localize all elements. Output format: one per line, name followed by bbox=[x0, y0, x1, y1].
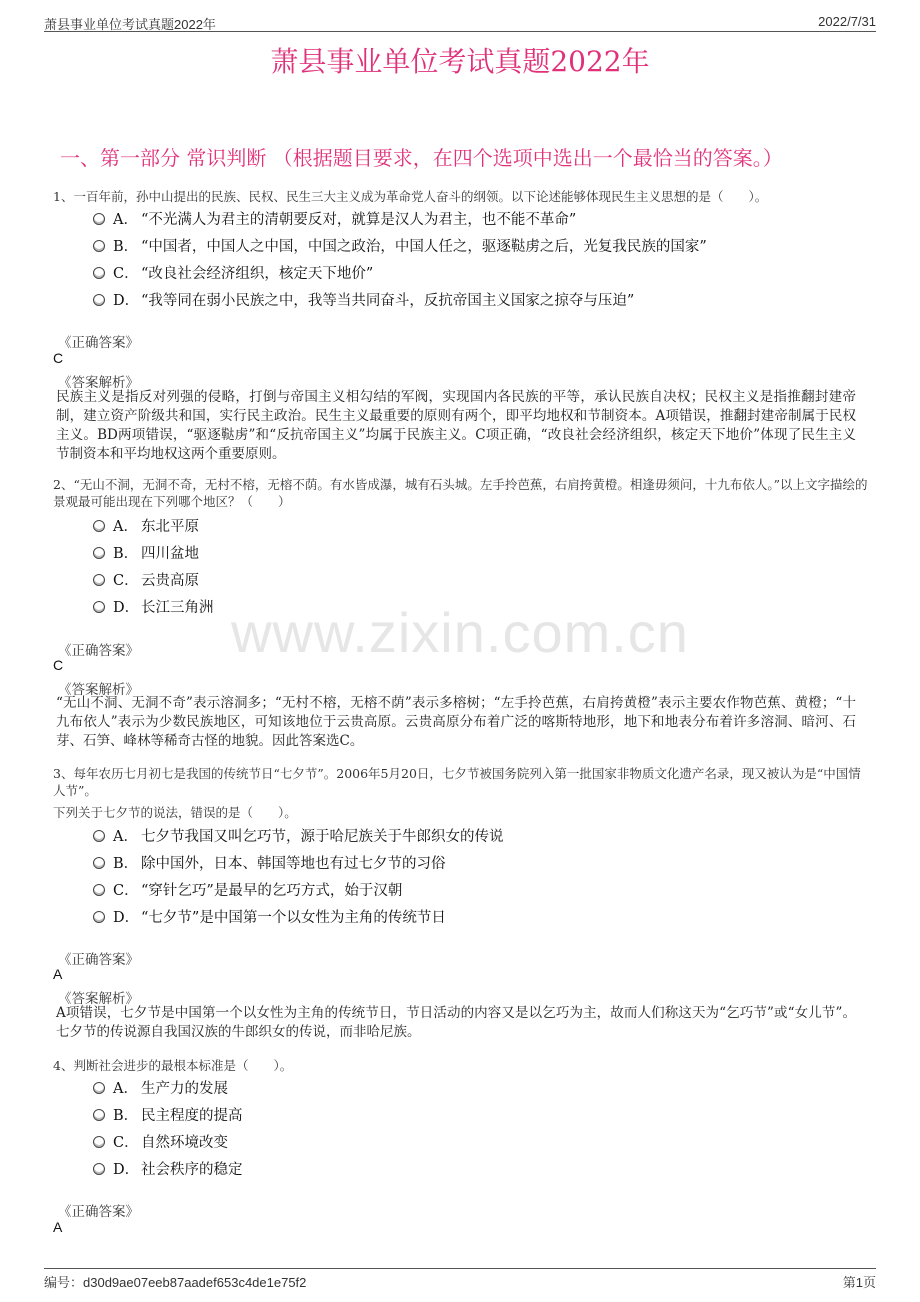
page-title: 萧县事业单位考试真题2022年 bbox=[270, 45, 650, 78]
answer-label: 《正确答案》 bbox=[58, 952, 139, 968]
question-2-option-b[interactable]: B． 四川盆地 bbox=[93, 542, 199, 563]
header-date: 2022/7/31 bbox=[818, 14, 876, 29]
radio-icon[interactable] bbox=[93, 240, 105, 252]
question-1-option-d[interactable]: D． “我等同在弱小民族之中，我等当共同奋斗，反抗帝国主义国家之掠夺与压迫” bbox=[93, 289, 634, 310]
question-1-answer: C bbox=[53, 350, 64, 366]
analysis-label: 《答案解析》 bbox=[58, 682, 139, 698]
question-1-option-a[interactable]: A． “不光满人为君主的清朝要反对，就算是汉人为君主，也不能不革命” bbox=[93, 208, 576, 229]
question-3-answer: A bbox=[53, 966, 63, 982]
question-4-stem: 4、判断社会进步的最根本标准是（ ）。 bbox=[53, 1058, 293, 1073]
question-3-option-c[interactable]: C． “穿针乞巧”是最早的乞巧方式，始于汉朝 bbox=[93, 879, 402, 900]
question-1-analysis: 民族主义是指反对列强的侵略，打倒与帝国主义相勾结的军阀，实现国内各民族的平等，承认民族自决权；民权主义是指推翻封建帝制，建立资产阶级共和国，实行民主政治。民生主义最重要的原则有两个，即平均地权和节制资本。A项错误，推翻封建帝制属于民权主义。BD两项错误，“驱逐鞑虏”和“反抗帝国主义”均属于民族主义。C项正确，“改良社会经济组织，核定天下地价”体现了民生主义节制资本和平均地权这两个重要原则。 bbox=[56, 389, 856, 462]
question-4-answer: A bbox=[53, 1219, 63, 1235]
question-3-option-b[interactable]: B． 除中国外，日本、韩国等地也有过七夕节的习俗 bbox=[93, 852, 446, 873]
radio-icon[interactable] bbox=[93, 1136, 105, 1148]
question-2-option-d[interactable]: D． 长江三角洲 bbox=[93, 596, 214, 617]
question-1-option-c[interactable]: C． “改良社会经济组织，核定天下地价” bbox=[93, 262, 373, 283]
radio-icon[interactable] bbox=[93, 213, 105, 225]
analysis-label: 《答案解析》 bbox=[58, 991, 139, 1007]
radio-icon[interactable] bbox=[93, 267, 105, 279]
radio-icon[interactable] bbox=[93, 1082, 105, 1094]
answer-label: 《正确答案》 bbox=[58, 335, 139, 351]
section-heading: 一、第一部分 常识判断 （根据题目要求，在四个选项中选出一个最恰当的答案。） bbox=[60, 146, 783, 170]
question-3-option-d[interactable]: D． “七夕节”是中国第一个以女性为主角的传统节日 bbox=[93, 906, 446, 927]
footer-divider bbox=[44, 1268, 876, 1269]
radio-icon[interactable] bbox=[93, 520, 105, 532]
footer-doc-id: 编号：d30d9ae07eeb87aadef653c4de1e75f2 bbox=[44, 1275, 307, 1290]
question-2-option-a[interactable]: A． 东北平原 bbox=[93, 515, 199, 536]
question-3-analysis: A项错误，七夕节是中国第一个以女性为主角的传统节日，节日活动的内容又是以乞巧为主，故而人们称这天为“乞巧节”或“女儿节”。七夕节的传说源自我国汉族的牛郎织女的传说，而非哈尼族。 bbox=[56, 1005, 856, 1040]
question-4-option-c[interactable]: C． 自然环境改变 bbox=[93, 1131, 228, 1152]
question-2-option-c[interactable]: C． 云贵高原 bbox=[93, 569, 199, 590]
radio-icon[interactable] bbox=[93, 830, 105, 842]
radio-icon[interactable] bbox=[93, 884, 105, 896]
radio-icon[interactable] bbox=[93, 911, 105, 923]
header-doc-name: 萧县事业单位考试真题2022年 bbox=[44, 17, 216, 32]
question-1-option-b[interactable]: B． “中国者，中国人之中国，中国之政治，中国人任之，驱逐鞑虏之后，光复我民族的国家” bbox=[93, 235, 707, 256]
watermark: www.zixin.com.cn bbox=[231, 601, 689, 664]
question-3-stem-2: 下列关于七夕节的说法，错误的是（ ）。 bbox=[53, 805, 297, 820]
header-divider bbox=[44, 31, 876, 32]
radio-icon[interactable] bbox=[93, 857, 105, 869]
answer-label: 《正确答案》 bbox=[58, 643, 139, 659]
radio-icon[interactable] bbox=[93, 1163, 105, 1175]
radio-icon[interactable] bbox=[93, 601, 105, 613]
radio-icon[interactable] bbox=[93, 574, 105, 586]
question-4-option-d[interactable]: D． 社会秩序的稳定 bbox=[93, 1158, 243, 1179]
answer-label: 《正确答案》 bbox=[58, 1204, 139, 1220]
question-4-option-b[interactable]: B． 民主程度的提高 bbox=[93, 1104, 243, 1125]
question-3-option-a[interactable]: A． 七夕节我国又叫乞巧节，源于哈尼族关于牛郎织女的传说 bbox=[93, 825, 504, 846]
radio-icon[interactable] bbox=[93, 294, 105, 306]
radio-icon[interactable] bbox=[93, 547, 105, 559]
question-4-option-a[interactable]: A． 生产力的发展 bbox=[93, 1077, 228, 1098]
question-2-answer: C bbox=[53, 657, 64, 673]
question-1-stem: 1、一百年前，孙中山提出的民族、民权、民生三大主义成为革命党人奋斗的纲领。以下论述能够体现民生主义思想的是（ ）。 bbox=[53, 189, 768, 204]
question-3-stem: 3、每年农历七月初七是我国的传统节日“七夕节”。2006年5月20日，七夕节被国务院列入第一批国家非物质文化遗产名录，现又被认为是“中国情人节”。 bbox=[53, 766, 861, 798]
question-2-stem: 2、“无山不洞，无洞不奇，无村不榕，无榕不荫。有水皆成瀑，城有石头城。左手拎芭蕉，右肩挎黄橙。相逢毋须问，十九布依人。”以上文字描绘的景观最可能出现在下列哪个地区？（ ） bbox=[53, 477, 868, 509]
question-2-analysis: “无山不洞、无洞不奇”表示溶洞多；“无村不榕，无榕不荫”表示多榕树；“左手拎芭蕉，右肩挎黄橙”表示主要农作物芭蕉、黄橙；“十九布依人”表示为少数民族地区，可知该地位于云贵高原。云贵高原分布着广泛的喀斯特地形，地下和地表分布着许多溶洞、暗河、石芽、石笋、峰林等稀奇古怪的地貌。因此答案选C。 bbox=[56, 695, 856, 749]
footer-page-number: 第1页 bbox=[842, 1275, 876, 1290]
page-footer bbox=[44, 1272, 876, 1291]
radio-icon[interactable] bbox=[93, 1109, 105, 1121]
analysis-label: 《答案解析》 bbox=[58, 375, 139, 391]
